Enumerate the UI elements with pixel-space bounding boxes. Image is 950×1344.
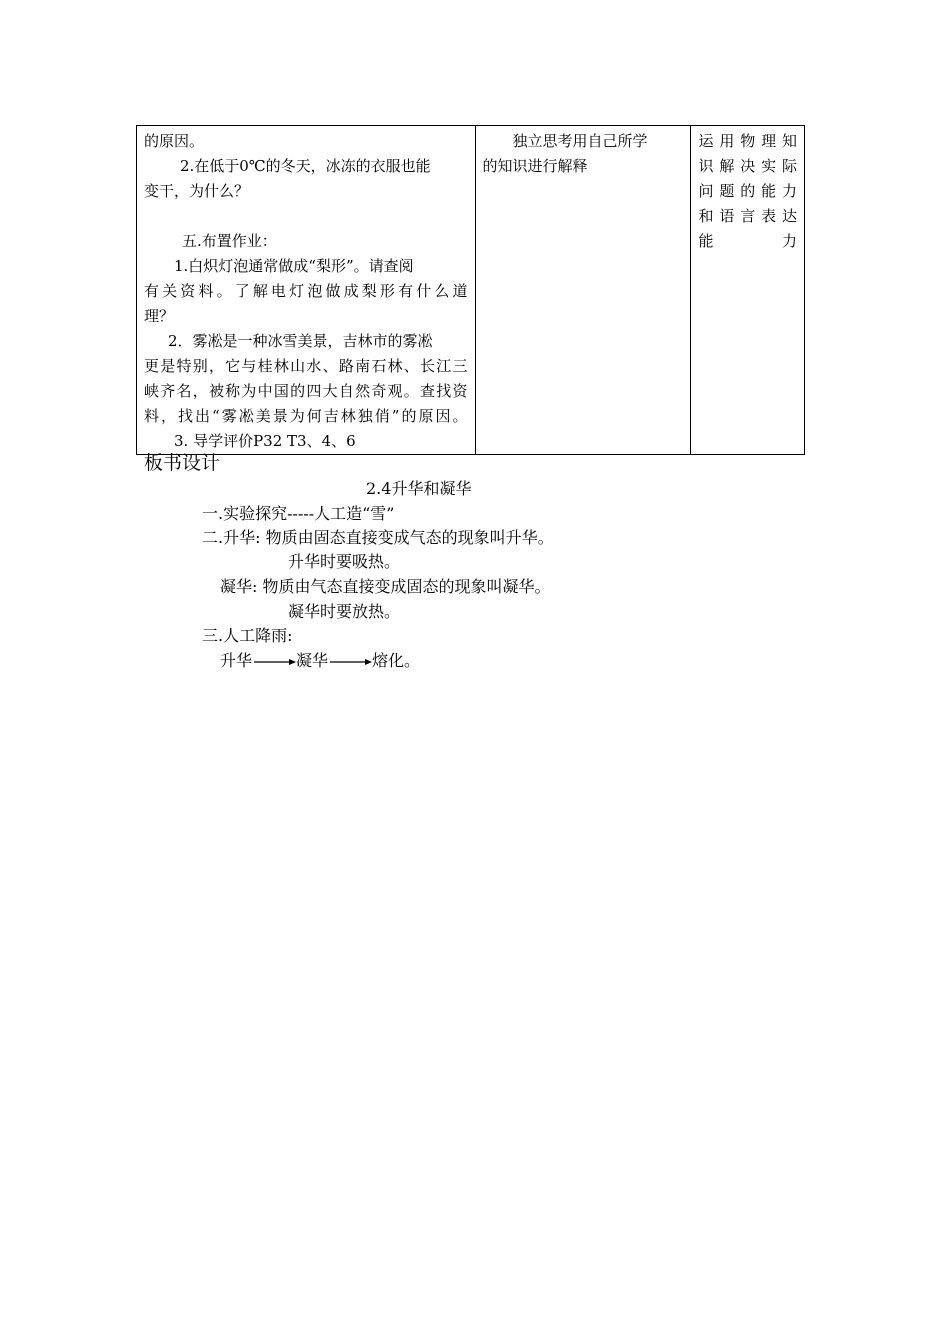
spacer	[144, 204, 468, 229]
board-item-3-label: 凝华:	[220, 577, 258, 596]
homework-2-line: 料，找出“雾凇美景为何吉林独俏”的原因。	[144, 407, 468, 425]
text-line: 和语言表达	[698, 207, 797, 225]
question-2-line: 2.在低于0℃的冬天，冰冻的衣服也能	[180, 157, 431, 175]
homework-2-line: 更是特别，它与桂林山水、路南石林、长江三	[144, 357, 468, 375]
board-item-2-label: 二.升华:	[202, 528, 261, 547]
student-activity-cell	[475, 126, 691, 455]
activity-cell	[137, 126, 476, 455]
homework-1-line: 1.白炽灯泡通常做成“梨形”。请查阅	[174, 257, 414, 275]
text-line: 运用物理知	[698, 132, 797, 150]
right-arrow-icon	[252, 657, 296, 667]
objective-cell	[691, 126, 805, 455]
text-line: 能力	[698, 232, 797, 250]
homework-heading: 五.布置作业：	[182, 232, 277, 250]
text-line: 独立思考用自己所学	[512, 132, 648, 150]
board-item-1: 一.实验探究-----人工造“雪”	[202, 504, 395, 523]
homework-1-line: 有关资料。了解电灯泡做成梨形有什么道	[144, 282, 468, 300]
text-line: 问题的能力	[698, 182, 797, 200]
process-flow	[220, 649, 420, 673]
text-line: 识解决实际	[698, 157, 797, 175]
board-item-2-note: 升华时要吸热。	[288, 552, 401, 571]
board-item-3	[220, 575, 551, 599]
question-2-line: 变干，为什么？	[144, 182, 250, 200]
board-title: 2.4升华和凝华	[366, 479, 472, 498]
flow-step: 升华	[220, 651, 253, 670]
flow-step: 熔化。	[372, 651, 421, 670]
flow-step: 凝华	[296, 651, 329, 670]
homework-1-line: 理？	[144, 307, 175, 325]
board-item-3-definition: 物质由气态直接变成固态的现象叫凝华。	[262, 577, 551, 596]
lesson-table	[136, 125, 805, 455]
homework-3-line: 3. 导学评价P32 T3、4、6	[174, 432, 356, 450]
board-design-heading: 板书设计	[144, 452, 221, 474]
homework-2-line: 2．雾凇是一种冰雪美景，吉林市的雾凇	[168, 332, 433, 350]
text-line: 的原因。	[144, 132, 205, 150]
board-item-4: 三.人工降雨:	[202, 626, 293, 645]
board-item-2	[202, 526, 554, 550]
board-item-3-note: 凝华时要放热。	[288, 602, 401, 621]
board-item-2-definition: 物质由固态直接变成气态的现象叫升华。	[265, 528, 554, 547]
homework-2-line: 峡齐名，被称为中国的四大自然奇观。查找资	[144, 382, 468, 400]
text-line: 的知识进行解释	[482, 157, 588, 175]
right-arrow-icon	[328, 657, 372, 667]
table-row	[137, 126, 805, 455]
